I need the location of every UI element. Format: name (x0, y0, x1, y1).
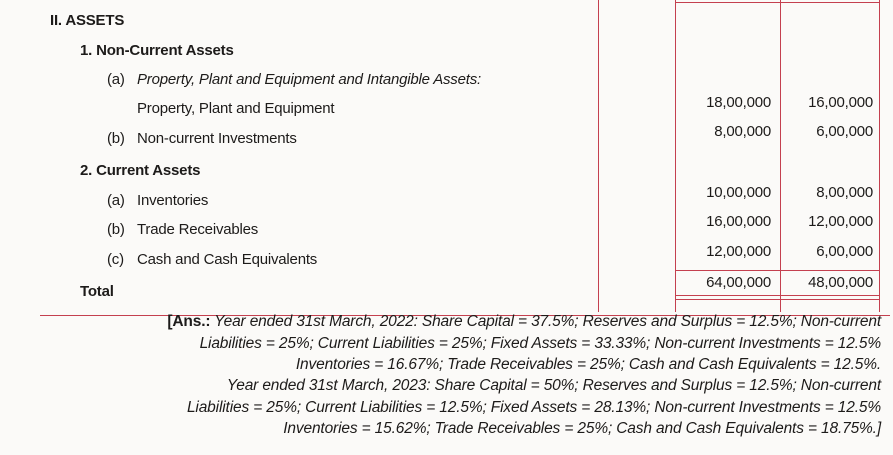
cash-previous-value: 6,00,000 (816, 243, 873, 260)
column-top-rule (675, 2, 880, 3)
ppe-previous-value: 16,00,000 (808, 94, 873, 111)
ppe-current-value: 18,00,000 (706, 94, 771, 111)
ppe-label: Property, Plant and Equipment (137, 100, 335, 117)
investments-previous-value: 6,00,000 (816, 123, 873, 140)
total-double-rule-2 (675, 299, 880, 300)
column-rule-current-year-left (675, 0, 676, 312)
column-rule-previous-year-right (879, 0, 880, 312)
non-current-investments-label: Non-current Investments (137, 130, 297, 147)
answer-prefix: [Ans.: (167, 313, 211, 330)
answer-line-6: Inventories = 15.62%; Trade Receivables = 25%; Cash and Cash Equivalents = 18.75%.] (283, 420, 881, 437)
inventories-previous-value: 8,00,000 (816, 184, 873, 201)
trade-receivables-current-value: 16,00,000 (706, 213, 771, 230)
cash-equivalents-label: Cash and Cash Equivalents (137, 251, 318, 268)
answer-line-2: Liabilities = 25%; Current Liabilities = 25%; Fixed Assets = 33.33%; Non-current Investments = 12.5% (199, 335, 881, 352)
answer-line-3: Inventories = 16.67%; Trade Receivables = 25%; Cash and Cash Equivalents = 12.5%. (295, 356, 881, 373)
current-assets-heading: 2. Current Assets (80, 162, 201, 179)
inventories-item-label: (a) (107, 192, 125, 209)
total-current-value: 64,00,000 (706, 274, 771, 291)
column-rule-notes (598, 0, 599, 312)
trade-receivables-item-label: (b) (107, 221, 125, 238)
total-top-rule (675, 270, 880, 271)
non-current-assets-heading: 1. Non-Current Assets (80, 42, 234, 59)
total-previous-value: 48,00,000 (808, 274, 873, 291)
total-label: Total (80, 283, 114, 300)
inventories-current-value: 10,00,000 (706, 184, 771, 201)
column-rule-current-year-right (780, 0, 781, 312)
section-heading: II. ASSETS (50, 12, 125, 29)
item-b-label: (b) (107, 130, 125, 147)
cash-item-label: (c) (107, 251, 124, 268)
trade-receivables-label: Trade Receivables (137, 221, 259, 238)
inventories-label: Inventories (137, 192, 209, 209)
investments-current-value: 8,00,000 (714, 123, 771, 140)
ppe-and-intangibles-label: Property, Plant and Equipment and Intangible Assets: (137, 71, 481, 88)
item-a-label: (a) (107, 71, 125, 88)
trade-receivables-previous-value: 12,00,000 (808, 213, 873, 230)
cash-current-value: 12,00,000 (706, 243, 771, 260)
answer-line-1-text: Year ended 31st March, 2022: Share Capital = 37.5%; Reserves and Surplus = 12.5%; Non-current (210, 313, 881, 330)
answer-line-1 (167, 312, 881, 332)
total-double-rule-1 (675, 295, 880, 296)
answer-line-4: Year ended 31st March, 2023: Share Capital = 50%; Reserves and Surplus = 12.5%; Non-current (226, 377, 881, 394)
answer-line-5: Liabilities = 25%; Current Liabilities = 12.5%; Fixed Assets = 28.13%; Non-current Investments = 12.5% (186, 399, 881, 416)
